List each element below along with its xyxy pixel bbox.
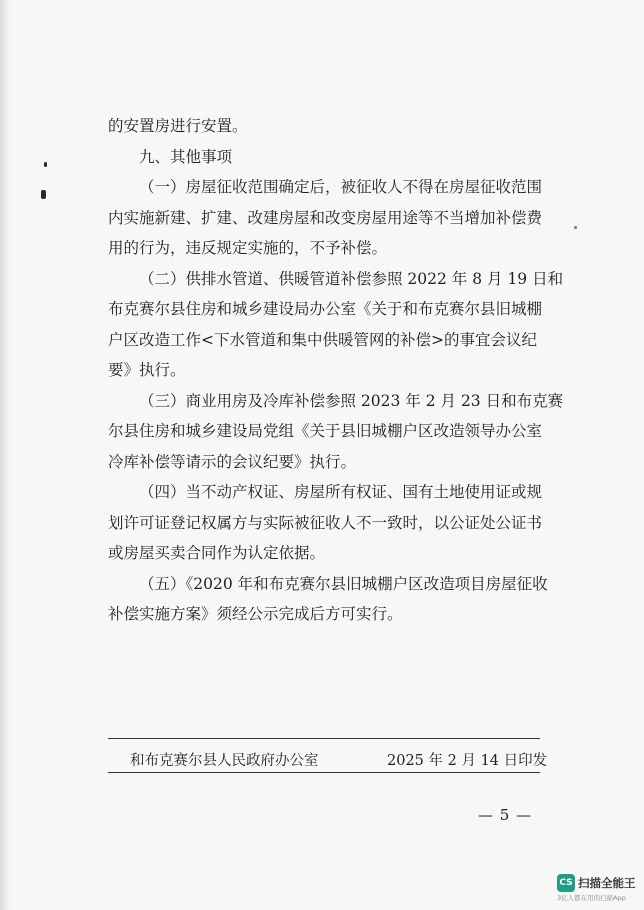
scan-mark — [41, 190, 46, 199]
body-line: 或房屋买卖合同作为认定依据。 — [108, 544, 326, 562]
body-line: 的安置房进行安置。 — [108, 117, 248, 135]
camscanner-watermark — [553, 872, 641, 906]
body-line: （二）供排水管道、供暖管道补偿参照 2022 年 8 月 19 日和 — [139, 269, 564, 288]
body-line: 补偿实施方案》须经公示完成后方可实行。 — [108, 605, 403, 623]
watermark-subtitle: 3亿人都在用的扫描App — [557, 894, 626, 902]
body-line: 划许可证登记权属方与实际被征收人不一致时，以公证处公证书 — [108, 513, 543, 532]
scan-mark — [574, 226, 577, 229]
footer-print-date: 2025 年 2 月 14 日印发 — [387, 753, 548, 769]
page-number: — 5 — — [478, 806, 533, 824]
body-line: 尔县住房和城乡建设局党组《关于县旧城棚户区改造领导办公室 — [108, 422, 543, 440]
body-line: （四）当不动产权证、房屋所有权证、国有土地使用证或规 — [139, 483, 543, 501]
body-line: （三）商业用房及冷库补偿参照 2023 年 2 月 23 日和布克赛 — [139, 391, 564, 410]
body-line: 内实施新建、扩建、改建房屋和改变房屋用途等不当增加补偿费 — [108, 208, 543, 227]
scan-left-edge — [0, 0, 10, 910]
footer-top-rule — [108, 738, 540, 739]
section-heading: 九、其他事项 — [139, 147, 233, 166]
body-line: 布克赛尔县住房和城乡建设局办公室《关于和布克赛尔县旧城棚 — [108, 300, 543, 318]
footer-bottom-rule — [108, 772, 540, 773]
body-line: 要》执行。 — [108, 361, 186, 379]
body-line: 户区改造工作<下水管道和集中供暖管网的补偿>的事宜会议纪 — [108, 330, 537, 349]
watermark-title: 扫描全能王 — [578, 876, 636, 890]
scan-mark — [44, 162, 47, 167]
body-line: 用的行为，违反规定实施的，不予补偿。 — [108, 239, 388, 257]
body-line: （一）房屋征收范围确定后，被征收人不得在房屋征收范围 — [139, 178, 543, 196]
footer-issuer: 和布克赛尔县人民政府办公室 — [130, 753, 319, 769]
camscanner-logo-icon: CS — [557, 874, 575, 892]
body-line: （五）《2020 年和布克赛尔县旧城棚户区改造项目房屋征收 — [139, 574, 548, 593]
body-line: 冷库补偿等请示的会议纪要》执行。 — [108, 452, 357, 471]
